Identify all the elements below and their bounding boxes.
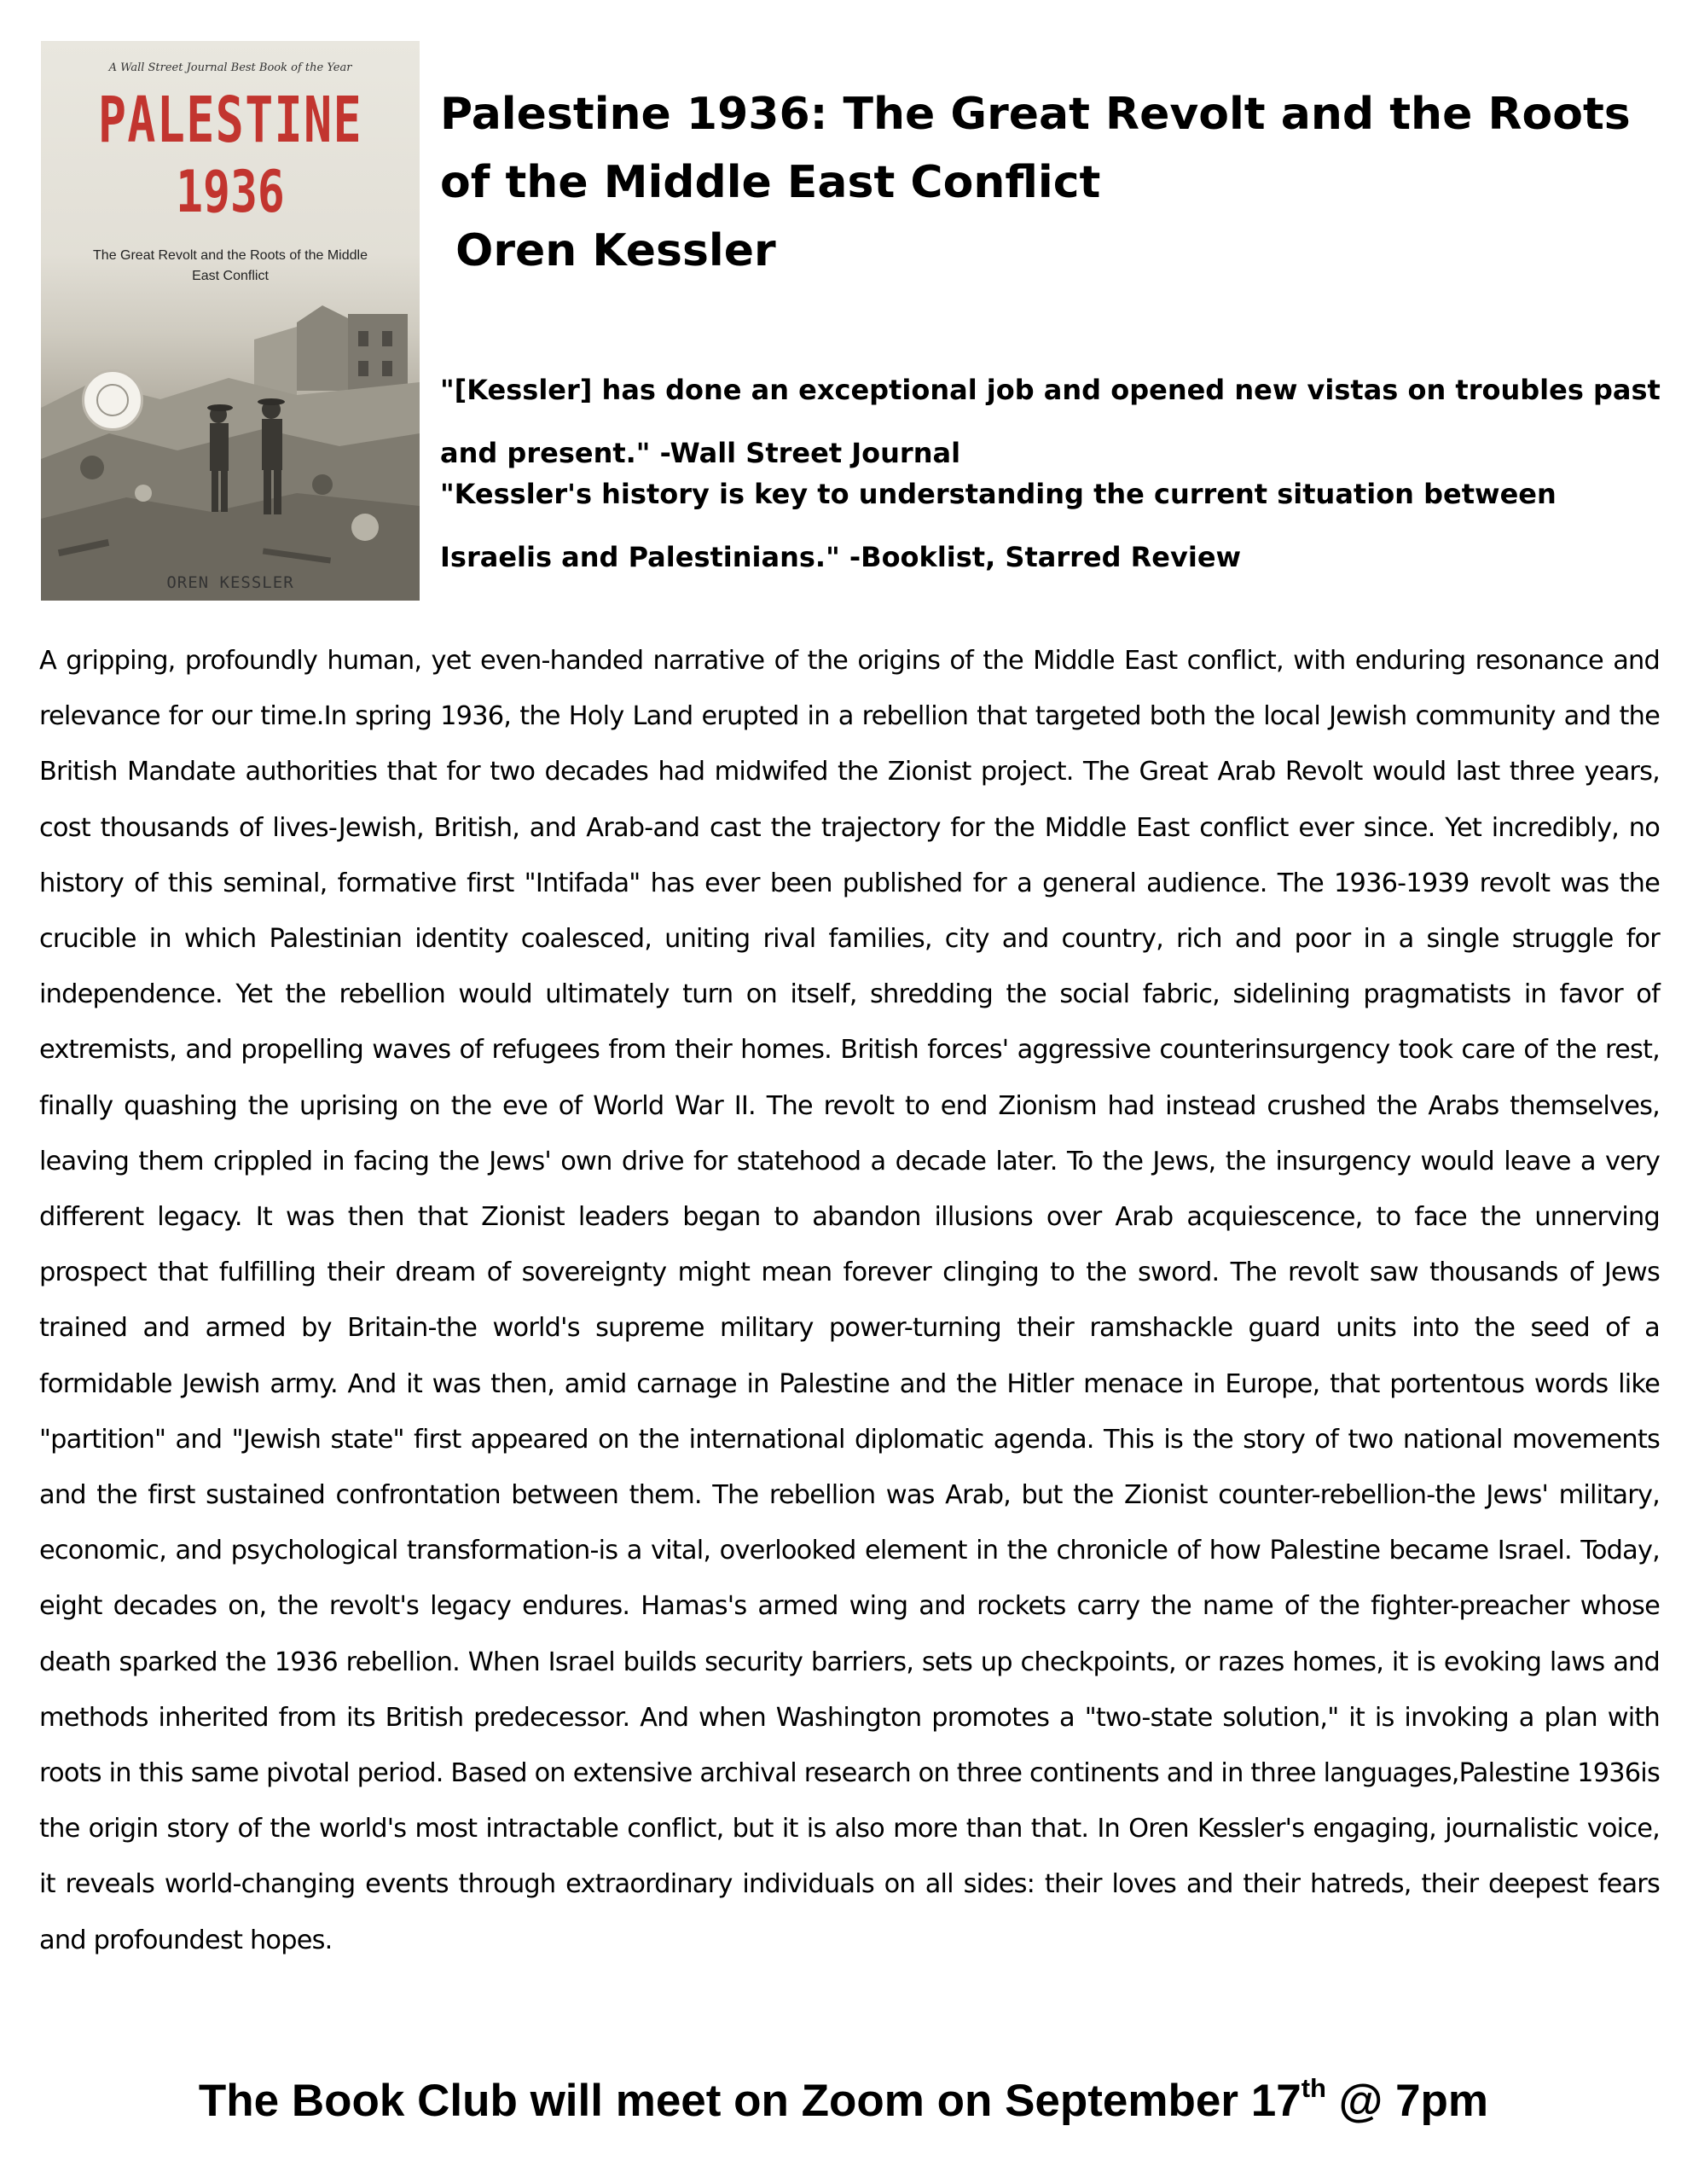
award-seal-badge (82, 369, 143, 431)
book-title-line-2: of the Middle East Conflict (440, 157, 1101, 208)
cover-tagline: A Wall Street Journal Best Book of the Year (108, 61, 352, 74)
book-author: Oren Kessler (455, 225, 776, 276)
cover-ruins-photo (41, 288, 420, 601)
book-title-line-1: Palestine 1936: The Great Revolt and the Roots (440, 89, 1631, 140)
quote-source: -Booklist, Starred Review (849, 541, 1242, 573)
cover-title-word: PALESTINE (97, 84, 363, 157)
quote-text: "Kessler's history is key to understanding the current situation between Israelis and Palestinians." (440, 478, 1557, 573)
review-quote (440, 462, 1668, 589)
cover-title-year: 1936 (176, 159, 285, 226)
cover-subtitle: The Great Revolt and the Roots of the Middle East Conflict (93, 248, 368, 283)
review-quotes (440, 358, 1668, 589)
book-heading (440, 80, 1660, 285)
cover-author: OREN KESSLER (166, 573, 294, 592)
ordinal-suffix: th (1301, 2073, 1326, 2103)
book-cover-image (41, 41, 420, 601)
quote-source: -Wall Street Journal (659, 437, 961, 469)
book-description: A gripping, profoundly human, yet even-handed narrative of the origins of the Middle East conflict, with enduring resonance and relevance for our time.In spring 1936, the Holy Land erupted in a rebellion that targeted both the local Jewish community and the British Mandate authorities that for two decades had midwifed the Zionist project. The Great Arab Revolt would last three years, cost thousands of lives-Jewish, British, and Arab-and cast the trajectory for the Middle East conflict ever since. Yet incredibly, no history of this seminal, formative first "Intifada" has ever been published for a general audience. The 1936-1939 revolt was the crucible in which Palestinian identity coalesced, uniting rival families, city and country, rich and poor in a single struggle for independence. Yet the rebellion would ultimately turn on itself, shredding the social fabric, sidelining pragmatists in favor of extremists, and propelling waves of refugees from their homes. British forces' aggressive counterinsurgency took care of the rest, finally quashing the uprising on the eve of World War II. The revolt to end Zionism had instead crushed the Arabs themselves, leaving them crippled in facing the Jews' own drive for statehood a decade later. To the Jews, the insurgency would leave a very different legacy. It was then that Zionist leaders began to abandon illusions over Arab acquiescence, to face the unnerving prospect that fulfilling their dream of sovereignty might mean forever clinging to the sword. The revolt saw thousands of Jews trained and armed by Britain-the world's supreme military power-turning their ramshackle guard units into the seed of a formidable Jewish army. And it was then, amid carnage in Palestine and the Hitler menace in Europe, that portentous words like "partition" and "Jewish state" first appeared on the international diplomatic agenda. This is the story of two national movements and the first sustained confrontation between them. The rebellion was Arab, but the Zionist counter-rebellion-the Jews' military, economic, and psychological transformation-is a vital, overlooked element in the chronicle of how Palestine became Israel. Today, eight decades on, the revolt's legacy endures. Hamas's armed wing and rockets carry the name of the fighter-preacher whose death sparked the 1936 rebellion. When Israel builds security barriers, sets up checkpoints, or razes homes, it is evoking laws and methods inherited from its British predecessor. And when Washington promotes a "two-state solution," it is invoking a plan with roots in this same pivotal period. Based on extensive archival research on three continents and in three languages,Palestine 1936is the origin story of the world's most intractable conflict, but it is also more than that. In Oren Kessler's engaging, journalistic voice, it reveals world-changing events through extraordinary individuals on all sides: their loves and their hatreds, their deepest fears and profoundest hopes. (39, 646, 1660, 1955)
book-club-meeting-notice: The Book Club will meet on Zoom on September 17th @ 7pm (198, 2073, 1489, 2126)
quote-text: "[Kessler] has done an exceptional job and opened new vistas on troubles past and present." (440, 374, 1661, 469)
